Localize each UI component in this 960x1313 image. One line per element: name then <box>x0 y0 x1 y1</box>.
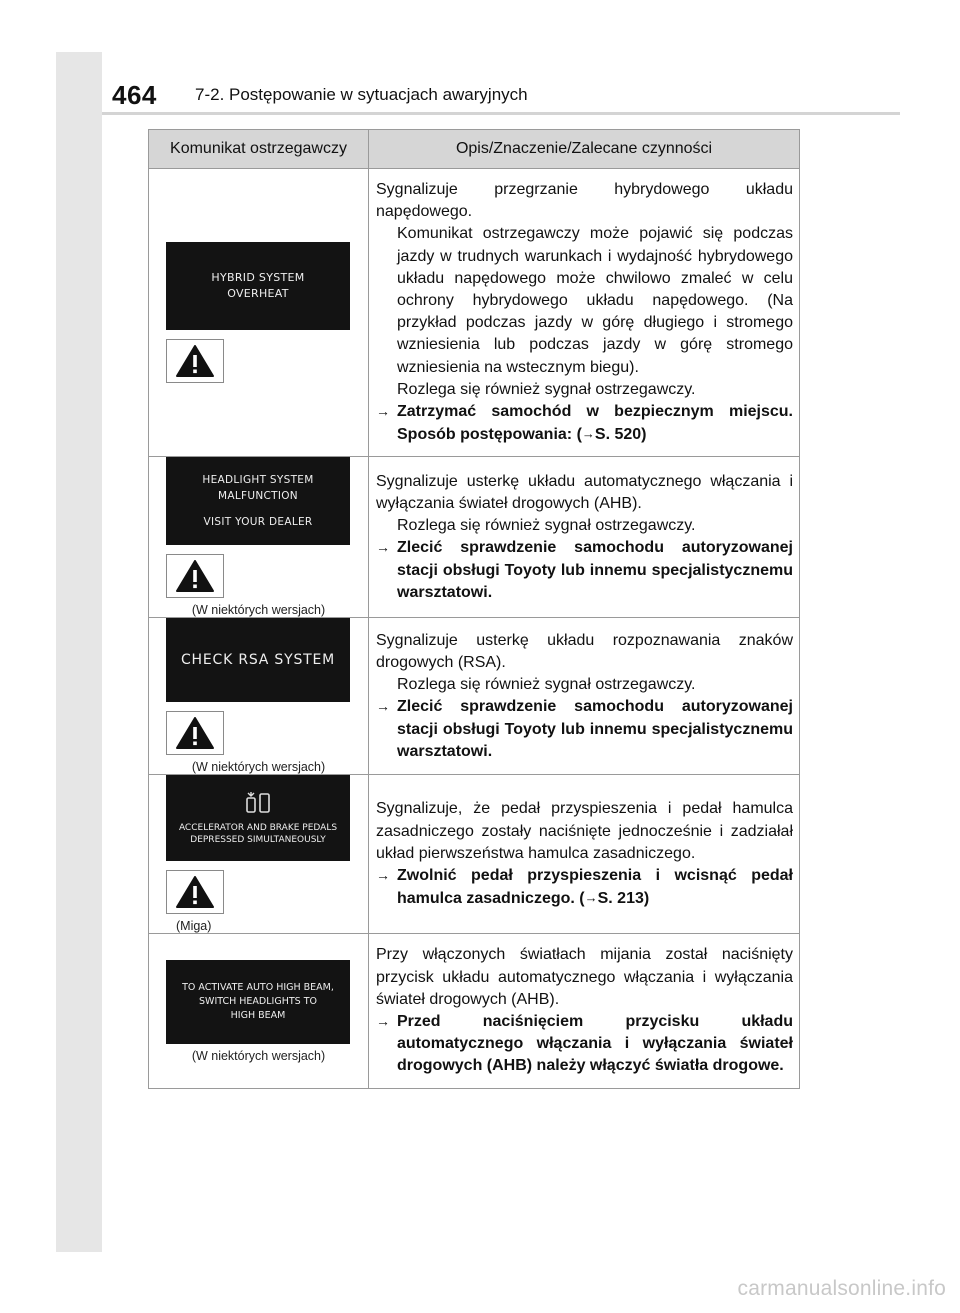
warning-triangle-icon <box>166 554 224 598</box>
message-image-cell <box>149 618 369 775</box>
description-lead: Sygnalizuje usterkę układu automatycznego włączania i wyłączania świateł drogowych (AHB). <box>376 472 793 513</box>
arrow-icon: → <box>376 539 390 556</box>
action-text: Zwolnić pedał przyspieszenia i wcisnąć pedał hamulca zasadniczego. ( <box>397 867 793 908</box>
recommended-action <box>376 1011 793 1078</box>
pedal-icon <box>243 790 273 816</box>
arrow-icon: → <box>584 890 598 906</box>
recommended-action <box>376 865 793 910</box>
display-text-line: TO ACTIVATE AUTO HIGH BEAM, <box>182 981 334 993</box>
action-text: Zatrzymać samochód w bezpiecznym miejscu. Sposób postępowania: ( <box>397 403 793 444</box>
table-header-row <box>149 130 800 169</box>
action-text: Zlecić sprawdzenie samochodu autoryzowanej stacji obsługi Toyoty lub innemu specjalistycznemu warsztatowi. <box>397 539 793 601</box>
recommended-action <box>376 401 793 446</box>
arrow-icon: → <box>376 1013 390 1030</box>
warning-messages-table <box>148 129 800 1089</box>
description-detail: Rozlega się również sygnał ostrzegawczy. <box>397 676 696 694</box>
arrow-icon: → <box>376 403 390 420</box>
description-lead: Przy włączonych światłach mijania został naciśnięty przycisk układu automatycznego włączania i wyłączania świateł drogowych (AHB). <box>376 946 793 1008</box>
description-lead: Sygnalizuje, że pedał przyspieszenia i pedał hamulca zasadniczego zostały naciśnięte jednocześnie i zadziałał układ pierwszeństwa hamulca zasadniczego. <box>376 800 793 862</box>
action-text: Zlecić sprawdzenie samochodu autoryzowanej stacji obsługi Toyoty lub innemu specjalistycznemu warsztatowi. <box>397 698 793 760</box>
table-row <box>149 618 800 775</box>
arrow-icon: → <box>581 426 595 442</box>
display-text-line: HIGH BEAM <box>230 1009 286 1021</box>
warning-triangle-icon <box>166 870 224 914</box>
display-text-line: MALFUNCTION <box>218 490 298 503</box>
warning-triangle-icon <box>166 339 224 383</box>
watermark: carmanualsonline.info <box>737 1277 946 1300</box>
display-text-line: SWITCH HEADLIGHTS TO <box>199 995 317 1007</box>
table-row <box>149 934 800 1088</box>
display-text-line: HYBRID SYSTEM <box>211 271 305 285</box>
availability-note: (W niektórych wersjach) <box>191 603 326 618</box>
action-text: Przed naciśnięciem przycisku układu automatycznego włączania i wyłączania świateł drogowych (AHB) należy włączyć światła drogowe. <box>397 1013 793 1075</box>
description-cell <box>369 618 800 775</box>
message-image-cell <box>149 775 369 934</box>
message-image-cell <box>149 457 369 618</box>
message-image-cell <box>149 169 369 457</box>
display-text-line: DEPRESSED SIMULTANEOUSLY <box>190 835 326 846</box>
column-header-description: Opis/Znaczenie/Zalecane czynności <box>369 130 800 169</box>
display-screen <box>166 457 350 545</box>
table-row <box>149 775 800 934</box>
table-row <box>149 457 800 618</box>
display-text-line: HEADLIGHT SYSTEM <box>202 474 314 487</box>
availability-note: (W niektórych wersjach) <box>191 1048 326 1063</box>
table-row <box>149 169 800 457</box>
message-image-cell <box>149 934 369 1088</box>
display-screen <box>166 618 350 702</box>
page-number: 464 <box>112 80 157 110</box>
page-reference: S. 520) <box>594 426 647 444</box>
arrow-icon: → <box>376 867 390 884</box>
description-cell <box>369 934 800 1088</box>
page-reference: S. 213) <box>597 890 650 908</box>
display-screen <box>166 960 350 1044</box>
display-screen <box>166 775 350 861</box>
section-title: 7-2. Postępowanie w sytuacjach awaryjnych <box>195 85 528 104</box>
availability-note: (Miga) <box>176 919 212 934</box>
display-screen <box>166 242 350 330</box>
availability-note: (W niektórych wersjach) <box>191 760 326 775</box>
description-cell <box>369 169 800 457</box>
warning-triangle-icon <box>166 711 224 755</box>
description-cell <box>369 775 800 934</box>
header-rule <box>102 112 900 115</box>
side-margin-bar <box>56 52 102 1252</box>
display-text-line: CHECK RSA SYSTEM <box>180 652 336 669</box>
description-lead: Sygnalizuje usterkę układu rozpoznawania znaków drogowych (RSA). <box>376 631 793 672</box>
arrow-icon: → <box>376 698 390 715</box>
description-detail: Komunikat ostrzegawczy może pojawić się podczas jazdy w trudnych warunkach i wydajność hybrydowego układu napędowego może chwilowo zmaleć w celu ochrony hybrydowego układu napędowego. (Na przykład podczas jazdy w górę długiego i stromego wzniesienia lub podczas jazdy w górę stromego wzniesienia na wstecznym biegu). <box>397 225 793 376</box>
description-cell <box>369 457 800 618</box>
recommended-action <box>376 537 793 604</box>
display-text-line: OVERHEAT <box>227 287 289 301</box>
display-text-line: VISIT YOUR DEALER <box>203 516 313 529</box>
column-header-message: Komunikat ostrzegawczy <box>149 130 369 169</box>
display-text-line: ACCELERATOR AND BRAKE PEDALS <box>178 823 338 834</box>
recommended-action <box>376 696 793 763</box>
description-detail: Rozlega się również sygnał ostrzegawczy. <box>397 517 696 535</box>
description-lead: Sygnalizuje przegrzanie hybrydowego układu napędowego. <box>376 181 793 221</box>
description-detail: Rozlega się również sygnał ostrzegawczy. <box>397 380 696 398</box>
